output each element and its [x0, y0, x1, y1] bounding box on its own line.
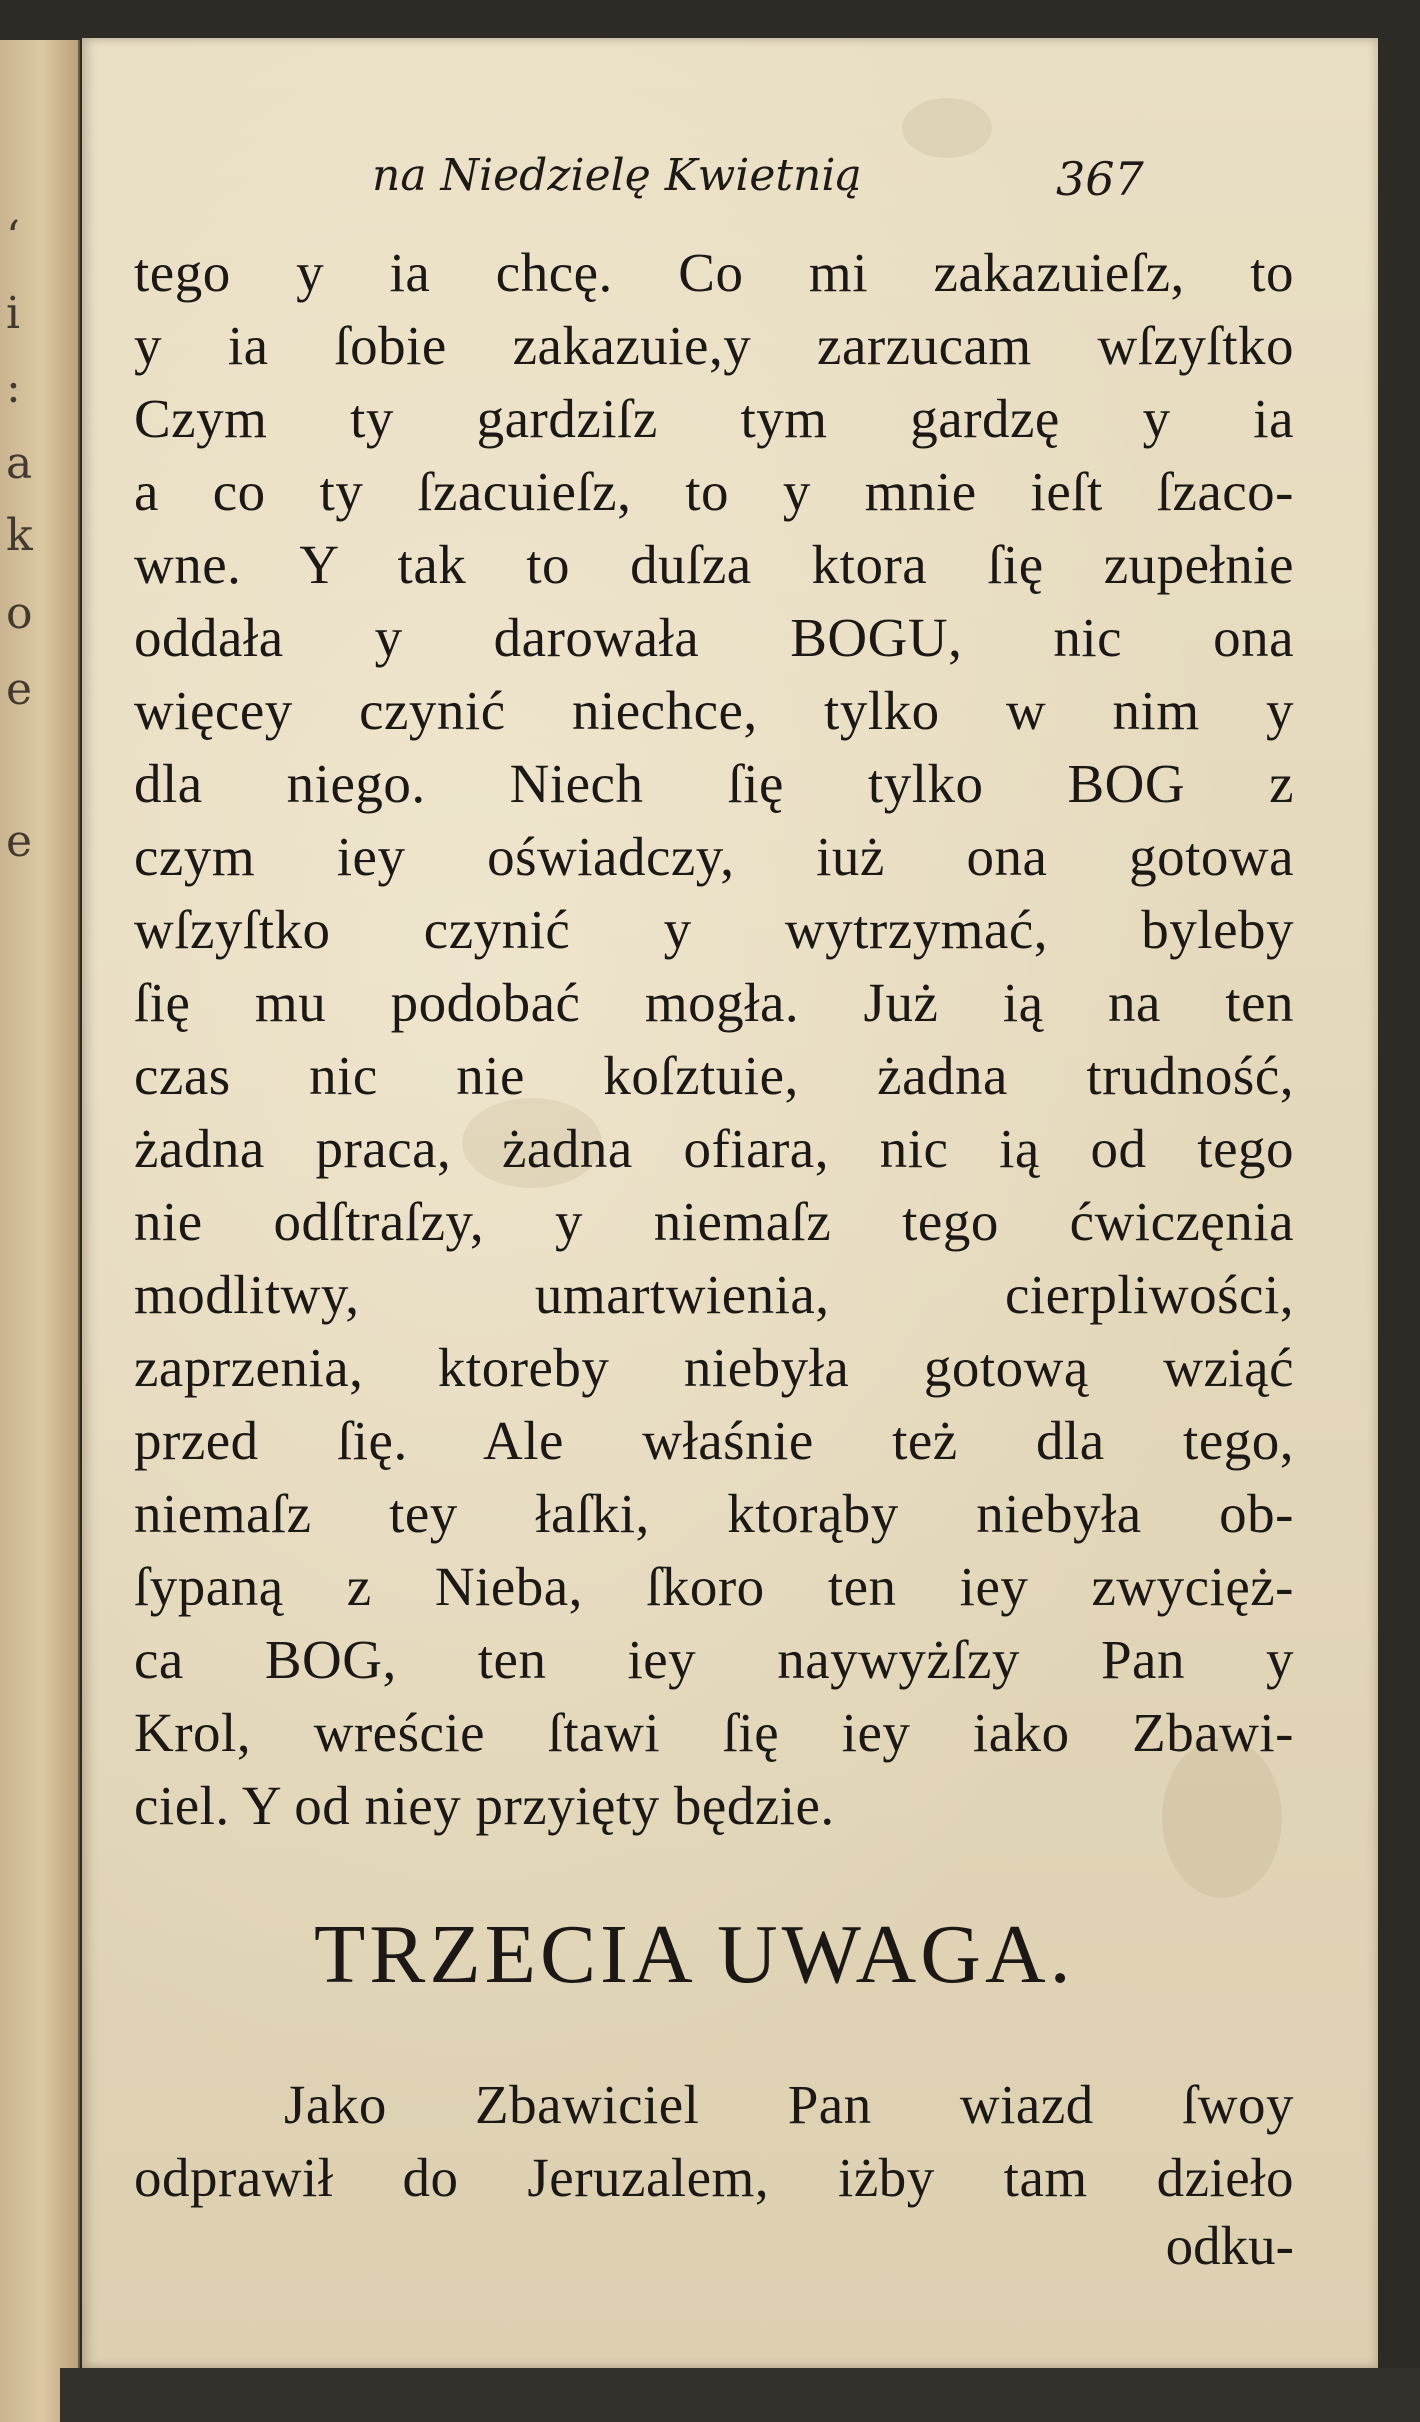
- page-number: 367: [1056, 152, 1144, 206]
- text-line: tego y ia chcę. Co mi zakazuieſz, to: [134, 242, 1294, 303]
- text-line: dla niego. Niech ſię tylko BOG z: [134, 753, 1294, 814]
- text-line: czas nic nie koſztuie, żadna trudność,: [134, 1045, 1294, 1106]
- text-line: niemaſz tey łaſki, ktorąby niebyła ob-: [134, 1483, 1294, 1544]
- text-line: wne. Y tak to duſza ktora ſię zupełnie: [134, 534, 1294, 595]
- text-line: nie odſtraſzy, y niemaſz tego ćwiczęnia: [134, 1191, 1294, 1252]
- text-line: zaprzenia, ktoreby niebyła gotową wziąć: [134, 1337, 1294, 1398]
- book-page: [82, 38, 1378, 2368]
- text-line: czym iey oświadczy, iuż ona gotowa: [134, 826, 1294, 887]
- text-line: oddała y darowała BOGU, nic ona: [134, 607, 1294, 668]
- left-edge-glyph: ‘: [6, 212, 20, 263]
- paragraph-2: [134, 2068, 1294, 2214]
- paper-stain: [902, 98, 992, 158]
- paragraph-1: [134, 236, 1294, 1842]
- text-line: więcey czynić niechce, tylko w nim y: [134, 680, 1294, 741]
- left-edge-glyph: e: [6, 816, 33, 867]
- catchword: odku-: [1165, 2215, 1294, 2276]
- text-line: odprawił do Jeruzalem, iżby tam dzieło: [134, 2147, 1294, 2208]
- text-line: ca BOG, ten iey naywyżſzy Pan y: [134, 1629, 1294, 1690]
- text-line: Krol, wreście ſtawi ſię iey iako Zbawi-: [134, 1702, 1294, 1763]
- running-title: na Niedzielę Kwietnią: [372, 150, 862, 201]
- text-line: wſzyſtko czynić y wytrzymać, byleby: [134, 899, 1294, 960]
- left-edge-glyph: k: [6, 510, 33, 561]
- section-heading: TRZECIA UWAGA.: [314, 1908, 1075, 2001]
- left-edge-glyph: :: [6, 362, 21, 413]
- previous-page-edge: [0, 40, 80, 2422]
- text-line: Jako Zbawiciel Pan wiazd ſwoy: [284, 2074, 1294, 2135]
- left-edge-glyph: i: [6, 288, 21, 339]
- text-line: ſypaną z Nieba, ſkoro ten iey zwycięż-: [134, 1556, 1294, 1617]
- text-line: ſię mu podobać mogła. Już ią na ten: [134, 972, 1294, 1033]
- text-line: ciel. Y od niey przyięty będzie.: [134, 1775, 835, 1836]
- left-edge-glyph: e: [6, 664, 33, 715]
- text-line: Czym ty gardziſz tym gardzę y ia: [134, 388, 1294, 449]
- text-line: modlitwy, umartwienia, cierpliwości,: [134, 1264, 1294, 1325]
- text-line: y ia ſobie zakazuie,y zarzucam wſzyſtko: [134, 315, 1294, 376]
- scan-background-strip: [60, 2368, 1420, 2422]
- text-line: żadna praca, żadna ofiara, nic ią od tego: [134, 1118, 1294, 1179]
- left-edge-glyph: a: [6, 438, 33, 489]
- page-header: [82, 150, 1378, 210]
- text-line: a co ty ſzacuieſz, to y mnie ieſt ſzaco-: [134, 461, 1294, 522]
- text-line: przed ſię. Ale właśnie też dla tego,: [134, 1410, 1294, 1471]
- left-edge-glyph: o: [6, 588, 33, 639]
